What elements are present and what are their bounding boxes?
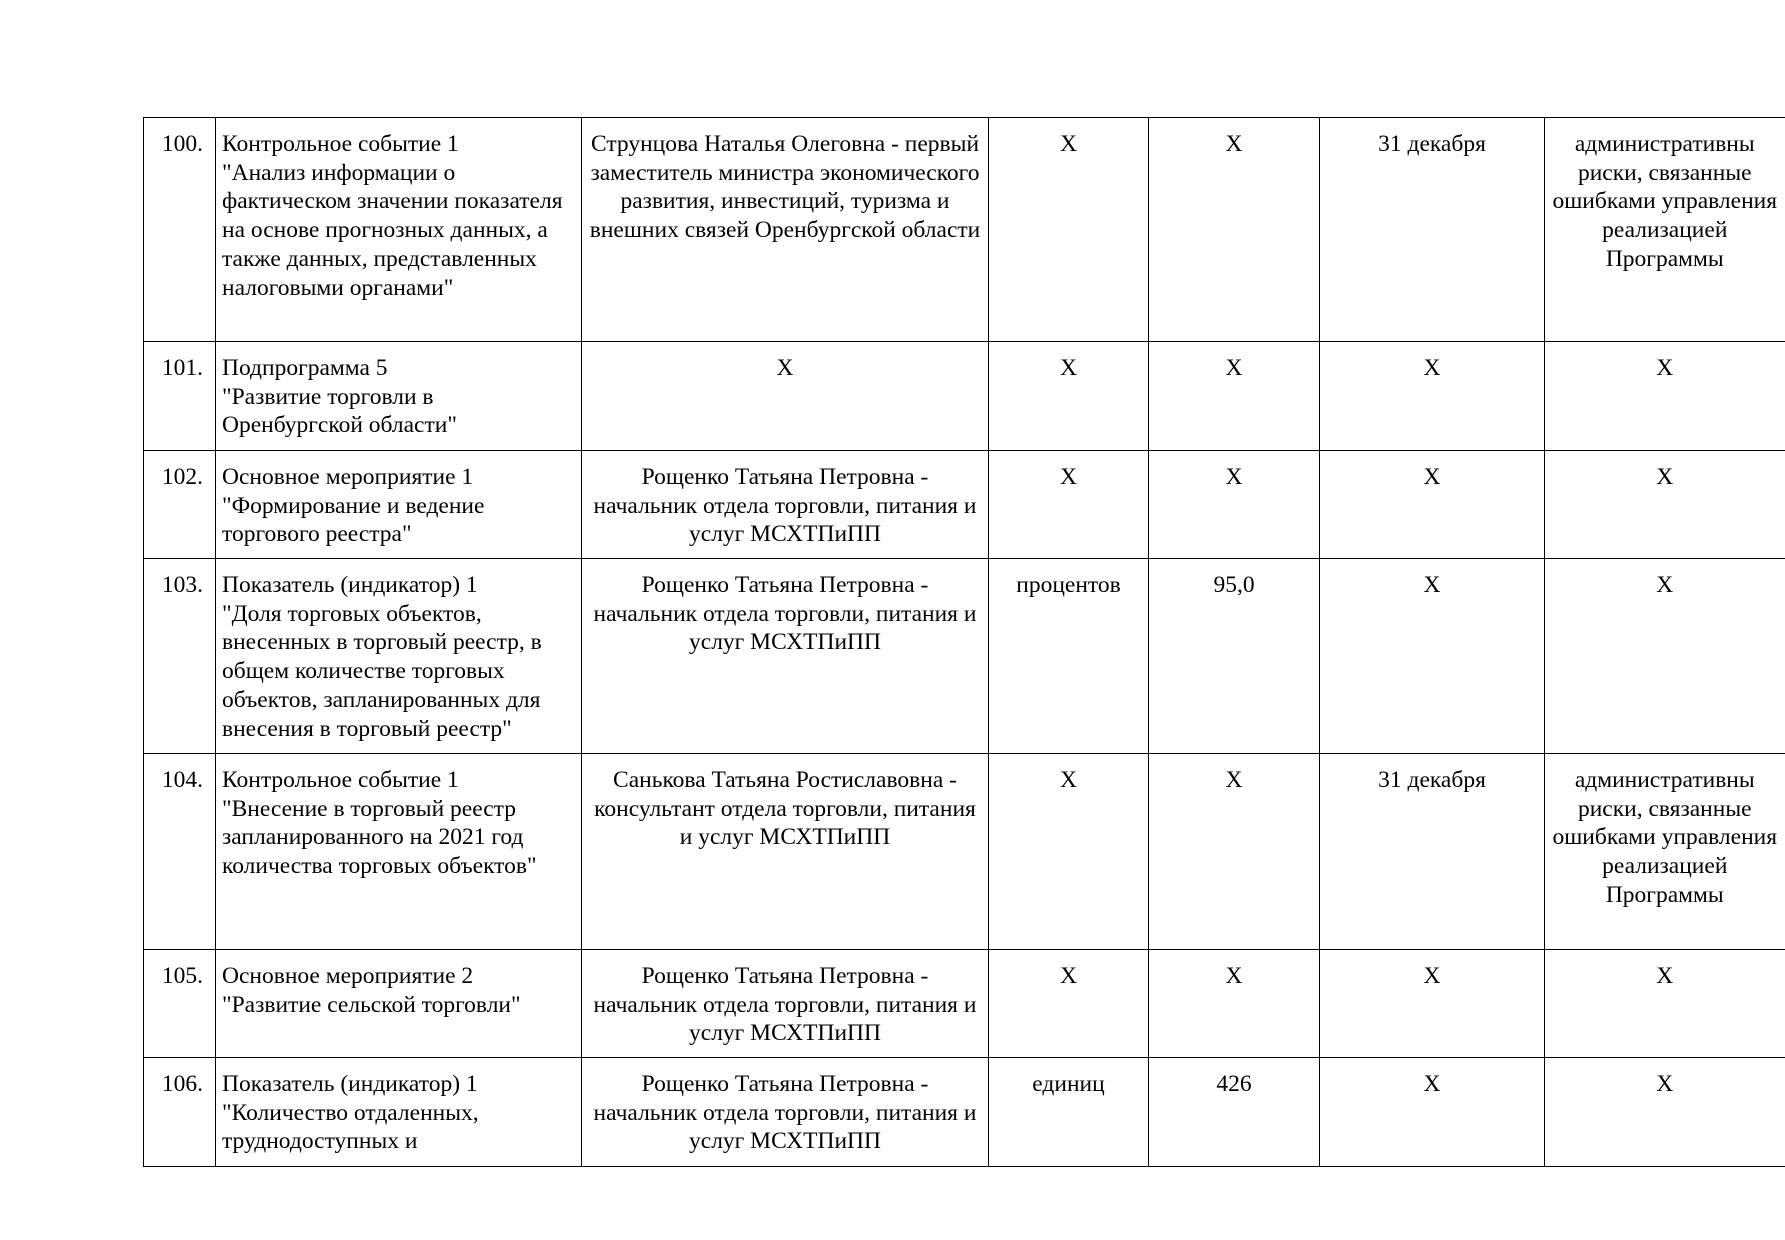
- item-name-cell: Контрольное событие 1 "Внесение в торговый реестр запланированного на 2021 год количества торговых объектов": [216, 754, 582, 950]
- unit-cell: X: [989, 754, 1149, 950]
- value-cell: X: [1149, 342, 1320, 451]
- responsible-cell: X: [582, 342, 989, 451]
- value-cell: X: [1149, 118, 1320, 342]
- risks-cell: административны риски, связанные ошибками управления реализацией Программы: [1545, 754, 1785, 950]
- deadline-cell: X: [1320, 950, 1545, 1058]
- deadline-cell: 31 декабря: [1320, 754, 1545, 950]
- row-number-cell: 104.: [144, 754, 216, 950]
- risks-cell: X: [1545, 342, 1785, 451]
- table-row: [144, 451, 1785, 559]
- unit-cell: X: [989, 950, 1149, 1058]
- row-number-cell: 106.: [144, 1058, 216, 1167]
- risks-cell: X: [1545, 559, 1785, 754]
- unit-cell: X: [989, 451, 1149, 559]
- row-number-cell: 101.: [144, 342, 216, 451]
- table-row: [144, 754, 1785, 950]
- risks-cell: административны риски, связанные ошибками управления реализацией Программы: [1545, 118, 1785, 342]
- risks-cell: X: [1545, 1058, 1785, 1167]
- table-row: [144, 950, 1785, 1058]
- row-number-cell: 103.: [144, 559, 216, 754]
- deadline-cell: X: [1320, 559, 1545, 754]
- row-number-cell: 102.: [144, 451, 216, 559]
- item-name-cell: Подпрограмма 5 "Развитие торговли в Оренбургской области": [216, 342, 582, 451]
- value-cell: 95,0: [1149, 559, 1320, 754]
- responsible-cell: Рощенко Татьяна Петровна - начальник отдела торговли, питания и услуг МСХТПиПП: [582, 950, 989, 1058]
- responsible-cell: Рощенко Татьяна Петровна - начальник отдела торговли, питания и услуг МСХТПиПП: [582, 451, 989, 559]
- table-row: [144, 1058, 1785, 1167]
- deadline-cell: X: [1320, 1058, 1545, 1167]
- unit-cell: X: [989, 342, 1149, 451]
- table-row: [144, 342, 1785, 451]
- value-cell: X: [1149, 451, 1320, 559]
- item-name-cell: Контрольное событие 1 "Анализ информации о фактическом значении показателя на основе прогнозных данных, а также данных, представленных налоговыми органами": [216, 118, 582, 342]
- unit-cell: X: [989, 118, 1149, 342]
- row-number-cell: 105.: [144, 950, 216, 1058]
- item-name-cell: Основное мероприятие 1 "Формирование и ведение торгового реестра": [216, 451, 582, 559]
- value-cell: 426: [1149, 1058, 1320, 1167]
- responsible-cell: Санькова Татьяна Ростиславовна - консультант отдела торговли, питания и услуг МСХТПиПП: [582, 754, 989, 950]
- responsible-cell: Струнцова Наталья Олеговна - первый заместитель министра экономического развития, инвестиций, туризма и внешних связей Оренбургской области: [582, 118, 989, 342]
- value-cell: X: [1149, 950, 1320, 1058]
- table-row: [144, 559, 1785, 754]
- table-row: [144, 118, 1785, 342]
- responsible-cell: Рощенко Татьяна Петровна - начальник отдела торговли, питания и услуг МСХТПиПП: [582, 1058, 989, 1167]
- risks-cell: X: [1545, 451, 1785, 559]
- unit-cell: процентов: [989, 559, 1149, 754]
- unit-cell: единиц: [989, 1058, 1149, 1167]
- deadline-cell: X: [1320, 451, 1545, 559]
- value-cell: X: [1149, 754, 1320, 950]
- risks-cell: X: [1545, 950, 1785, 1058]
- program-table: [143, 117, 1785, 1167]
- deadline-cell: 31 декабря: [1320, 118, 1545, 342]
- row-number-cell: 100.: [144, 118, 216, 342]
- item-name-cell: Показатель (индикатор) 1 "Количество отдаленных, труднодоступных и: [216, 1058, 582, 1167]
- deadline-cell: X: [1320, 342, 1545, 451]
- item-name-cell: Основное мероприятие 2 "Развитие сельской торговли": [216, 950, 582, 1058]
- responsible-cell: Рощенко Татьяна Петровна - начальник отдела торговли, питания и услуг МСХТПиПП: [582, 559, 989, 754]
- item-name-cell: Показатель (индикатор) 1 "Доля торговых объектов, внесенных в торговый реестр, в общем количестве торговых объектов, запланированных для внесения в торговый реестр": [216, 559, 582, 754]
